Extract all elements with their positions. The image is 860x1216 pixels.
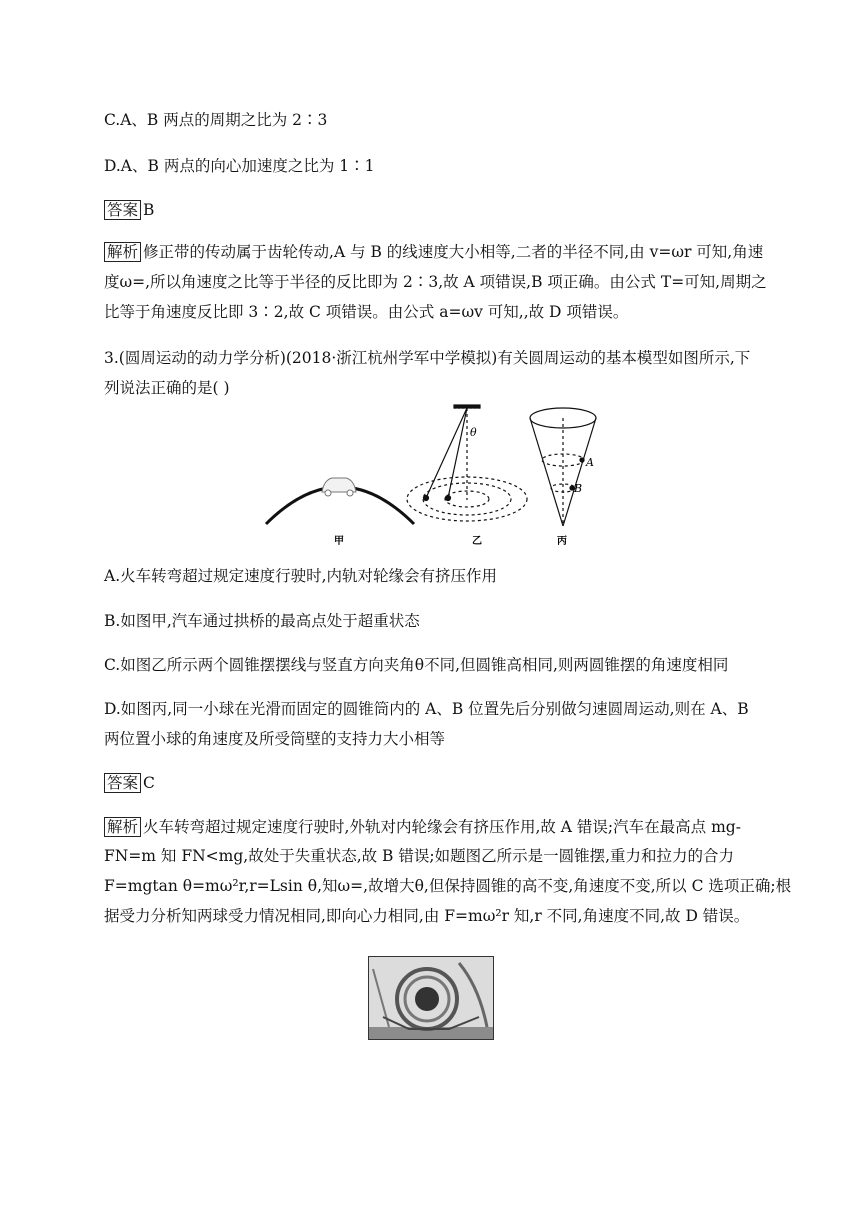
analysis-1-line-1 [104, 242, 763, 262]
point-a-label: A [586, 456, 594, 469]
answer-label: 答案 [104, 200, 141, 220]
analysis-2-line-3: F=mgtan θ=mω²r,r=Lsin θ,知ω=,故增大θ,但保持圆锥的高不变,角速度不变,所以 C 选项正确;根 [104, 877, 792, 895]
option-c-previous: C.A、B 两点的周期之比为 2∶3 [104, 111, 328, 129]
roller-coaster-photo [368, 956, 494, 1040]
analysis-text: 修正带的传动属于齿轮传动,A 与 B 的线速度大小相等,二者的半径不同,由 v=ωr 可知,角速 [143, 243, 764, 261]
option-a: A.火车转弯超过规定速度行驶时,内轨对轮缘会有挤压作用 [104, 567, 498, 585]
analysis-2-line-4: 据受力分析知两球受力情况相同,即向心力相同,由 F=mω²r 知,r 不同,角速度不同,故 D 错误。 [104, 907, 750, 925]
option-b: B.如图甲,汽车通过拱桥的最高点处于超重状态 [104, 612, 420, 630]
car-icon [322, 478, 356, 496]
answer-value: B [143, 201, 155, 219]
option-d-line-1: D.如图丙,同一小球在光滑而固定的圆锥筒内的 A、B 位置先后分别做匀速圆周运动,则在 A、B [104, 700, 749, 718]
point-b-label: B [574, 482, 583, 495]
analysis-label: 解析 [104, 817, 141, 837]
analysis-text: 火车转弯超过规定速度行驶时,外轨对内轮缘会有挤压作用,故 A 错误;汽车在最高点 mg- [143, 818, 741, 836]
analysis-2-line-2: FN=m 知 FN<mg,故处于失重状态,故 B 错误;如题图乙所示是一圆锥摆,重力和拉力的合力 [104, 847, 735, 865]
label-yi: 乙 [472, 536, 482, 547]
label-bing: 丙 [557, 536, 567, 547]
option-c: C.如图乙所示两个圆锥摆摆线与竖直方向夹角θ不同,但圆锥高相同,则两圆锥摆的角速度相同 [104, 656, 729, 674]
analysis-2-line-1 [104, 817, 741, 837]
question-3-line-1: 3.(圆周运动的动力学分析)(2018·浙江杭州学军中学模拟)有关圆周运动的基本模型如图所示,下 [104, 349, 751, 367]
answer-2 [104, 773, 155, 793]
answer-label: 答案 [104, 773, 141, 793]
question-3-line-2: 列说法正确的是( ) [104, 379, 230, 397]
label-jia: 甲 [334, 536, 344, 547]
answer-1 [104, 200, 154, 220]
circular-motion-figure [260, 402, 620, 550]
option-d-previous: D.A、B 两点的向心加速度之比为 1∶1 [104, 157, 375, 175]
analysis-1-line-3: 比等于角速度反比即 3∶2,故 C 项错误。由公式 a=ωv 可知,,故 D 项错误。 [104, 303, 629, 321]
analysis-label: 解析 [104, 242, 141, 262]
answer-value: C [143, 774, 155, 792]
theta-label: θ [470, 426, 477, 439]
conical-pendulum [407, 405, 527, 521]
analysis-1-line-2: 度ω=,所以角速度之比等于半径的反比即为 2∶3,故 A 项错误,B 项正确。由公式 T=可知,周期之 [104, 273, 767, 291]
arch-bridge [266, 487, 414, 524]
option-d-line-2: 两位置小球的角速度及所受筒壁的支持力大小相等 [104, 730, 446, 748]
